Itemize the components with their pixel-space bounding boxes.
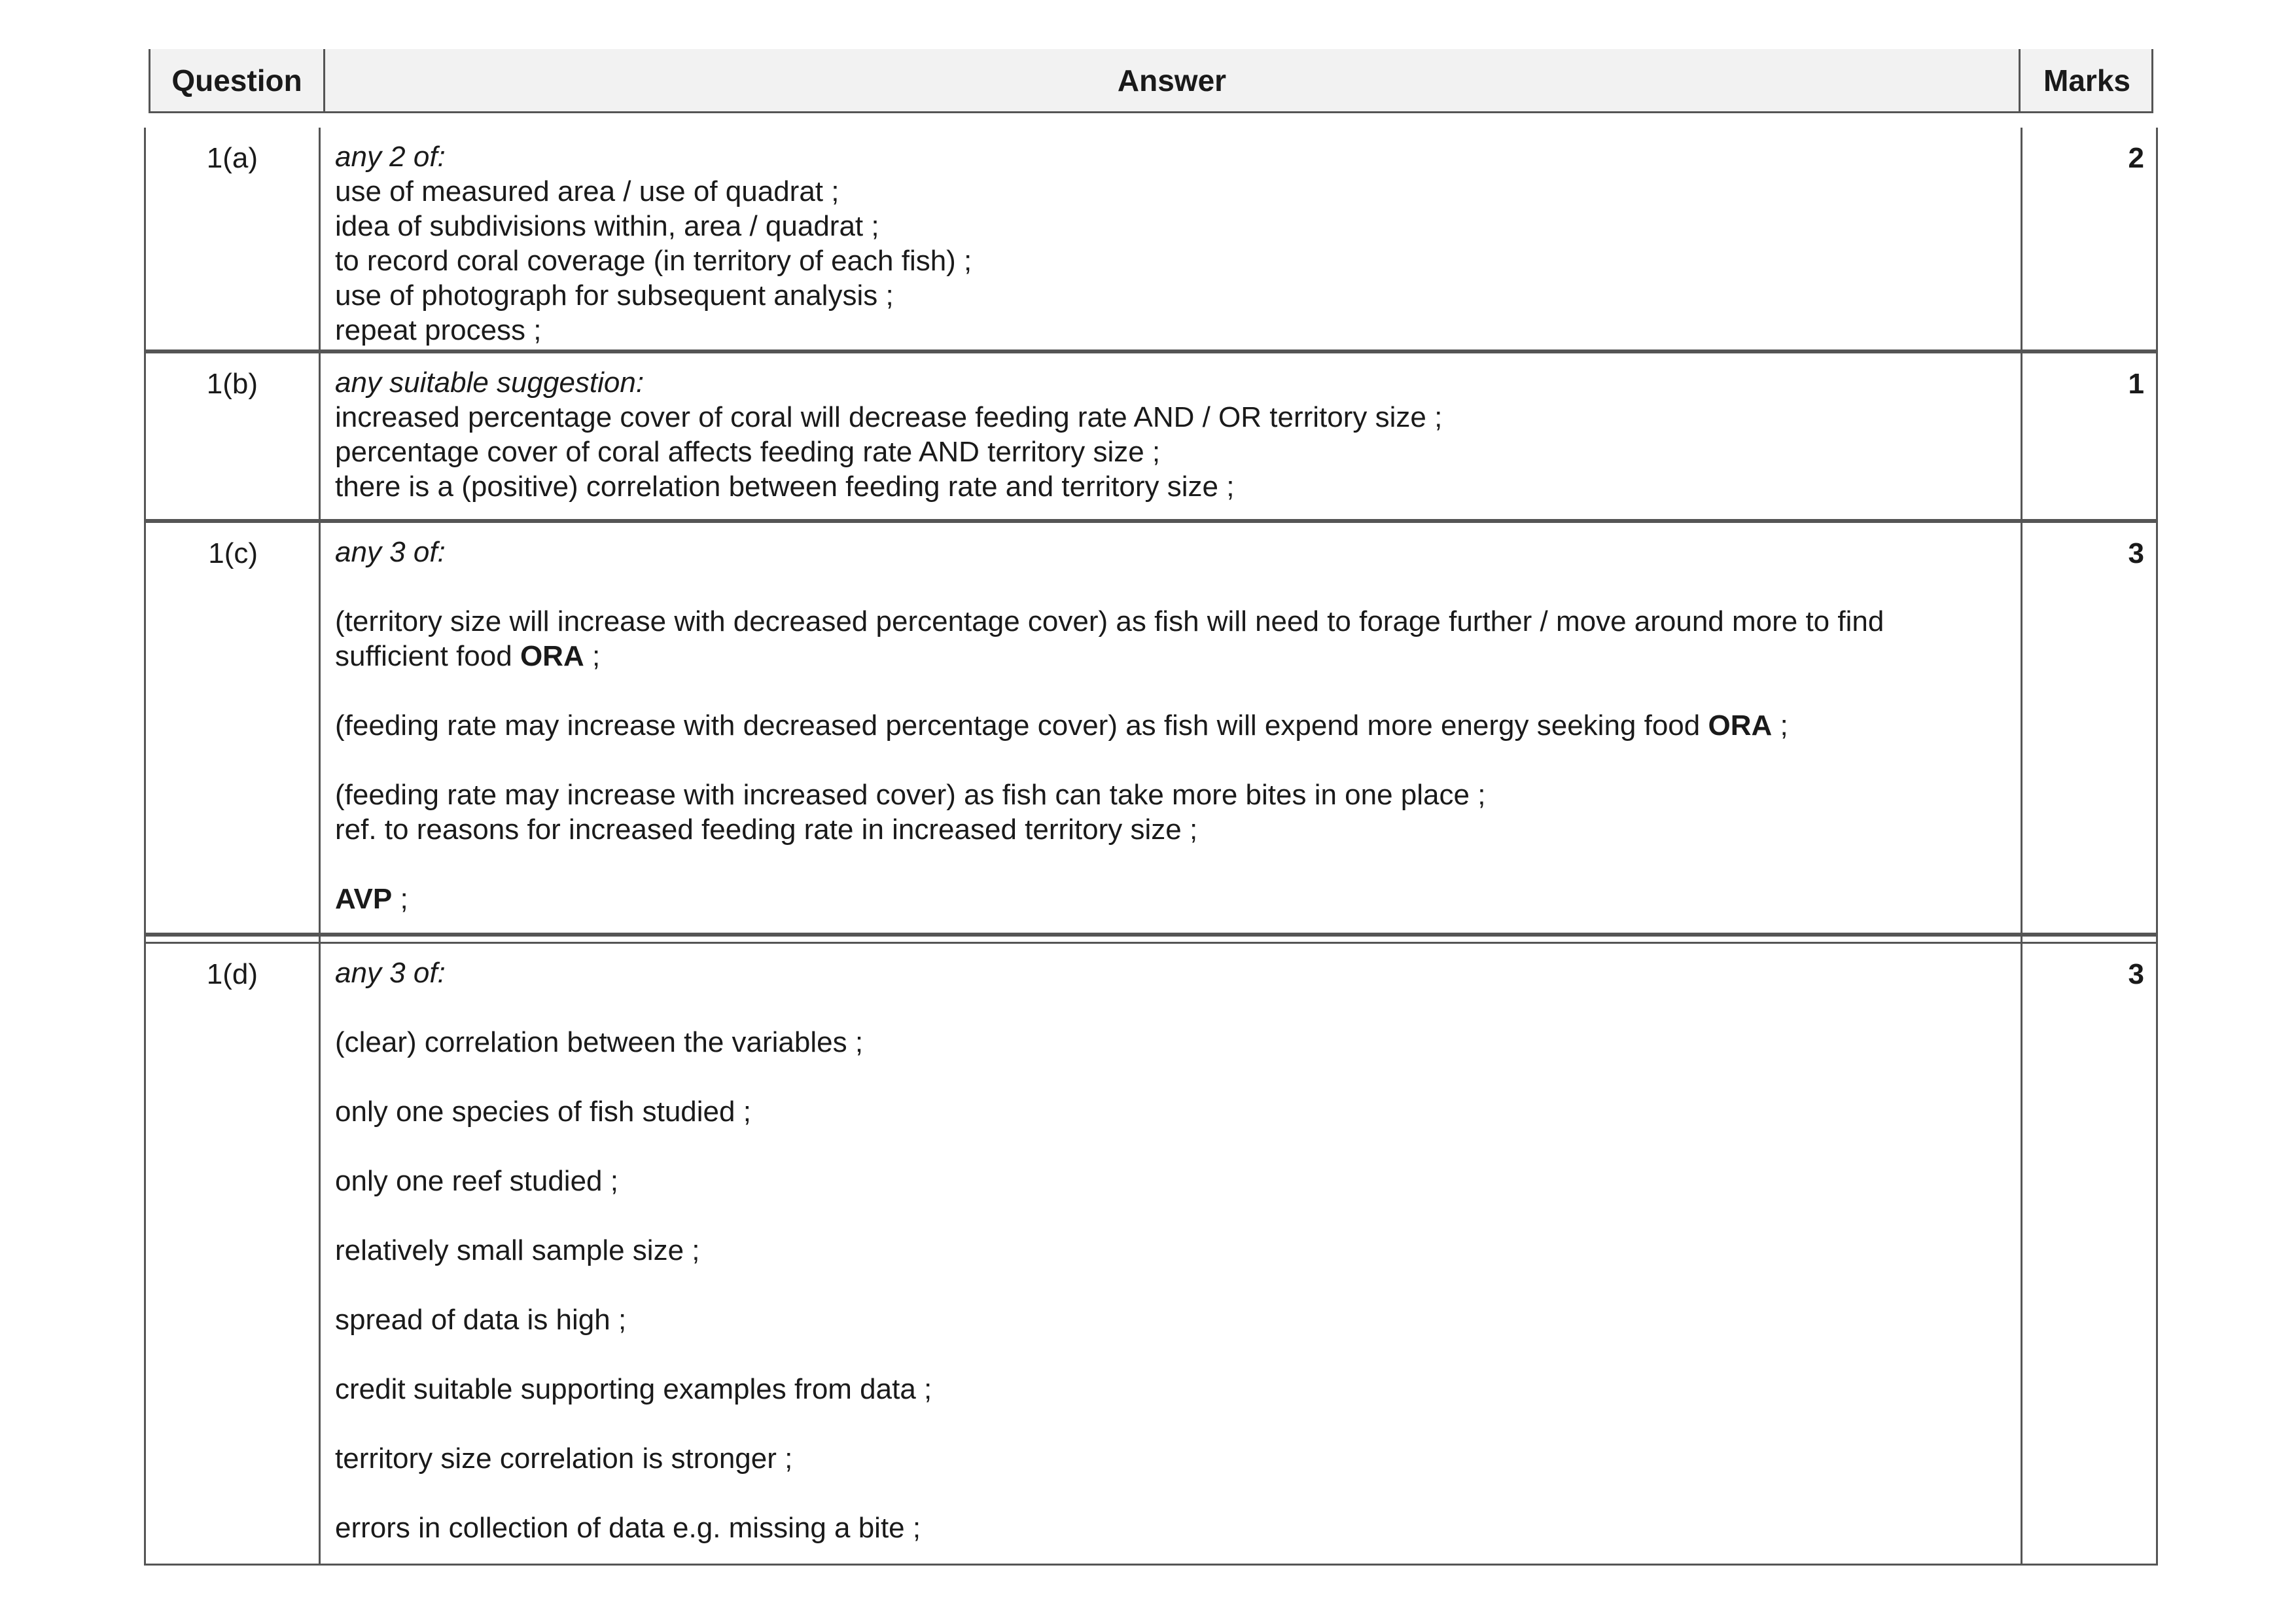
header-answer: Answer bbox=[323, 49, 2021, 111]
header-question: Question bbox=[171, 63, 302, 98]
answer-line: percentage cover of coral affects feeding rate AND territory size ; bbox=[335, 436, 1161, 468]
separator-rule bbox=[2021, 937, 2022, 942]
answer-line: (territory size will increase with decreased percentage cover) as fish will need to forage further / move around more to find bbox=[335, 605, 1884, 637]
answer-line: relatively small sample size ; bbox=[335, 1234, 700, 1266]
spacer bbox=[335, 1476, 932, 1511]
answer-line: (feeding rate may increase with increased cover) as fish can take more bites in one place ; bbox=[335, 779, 1486, 811]
marks-value: 3 bbox=[2128, 537, 2144, 569]
spacer bbox=[335, 569, 1884, 604]
answer-line: ref. to reasons for increased feeding rate in increased territory size ; bbox=[335, 814, 1198, 846]
header-marks: Marks bbox=[2043, 63, 2130, 98]
answer-line: increased percentage cover of coral will decrease feeding rate AND / OR territory size ; bbox=[335, 401, 1443, 433]
marks-cell bbox=[2022, 128, 2156, 349]
spacer bbox=[335, 1060, 932, 1094]
table-row-1a bbox=[144, 128, 2158, 351]
separator-rule bbox=[319, 937, 321, 942]
answer-text-part: ; bbox=[392, 883, 408, 915]
answer-text bbox=[335, 535, 1884, 916]
answer-intro: any suitable suggestion: bbox=[335, 367, 645, 399]
table-row-1b bbox=[144, 351, 2158, 521]
answer-line: (clear) correlation between the variables ; bbox=[335, 1026, 864, 1058]
answer-text bbox=[335, 365, 1442, 504]
answer-line: use of photograph for subsequent analysis ; bbox=[335, 279, 894, 312]
question-cell bbox=[146, 128, 321, 349]
ora-label: ORA bbox=[1708, 709, 1773, 742]
spacer bbox=[335, 743, 1884, 778]
marks-cell bbox=[2022, 944, 2156, 1564]
answer-line: credit suitable supporting examples from data ; bbox=[335, 1373, 932, 1405]
answer-line bbox=[335, 708, 1884, 743]
answer-intro: any 3 of: bbox=[335, 536, 446, 568]
question-cell bbox=[146, 523, 321, 933]
answer-cell bbox=[321, 944, 2022, 1564]
spacer bbox=[335, 1406, 932, 1441]
answer-intro: any 2 of: bbox=[335, 141, 446, 173]
answer-line: only one reef studied ; bbox=[335, 1165, 618, 1197]
marks-value: 2 bbox=[2128, 142, 2144, 174]
answer-text-part: ; bbox=[1772, 709, 1788, 742]
spacer bbox=[335, 990, 932, 1025]
table-row-1d bbox=[144, 944, 2158, 1566]
question-number: 1(b) bbox=[206, 368, 258, 400]
answer-text bbox=[335, 956, 932, 1545]
answer-line: only one species of fish studied ; bbox=[335, 1096, 751, 1128]
answer-line bbox=[335, 639, 1884, 673]
avp-label: AVP bbox=[335, 883, 393, 915]
spacer bbox=[335, 1129, 932, 1164]
question-cell bbox=[146, 944, 321, 1564]
answer-text-part: sufficient food bbox=[335, 640, 520, 672]
marks-cell bbox=[2022, 353, 2156, 519]
answer-line: there is a (positive) correlation between feeding rate and territory size ; bbox=[335, 471, 1235, 503]
question-number: 1(a) bbox=[206, 142, 258, 174]
answer-cell bbox=[321, 128, 2022, 349]
ora-label: ORA bbox=[520, 640, 584, 672]
table-separator bbox=[144, 935, 2158, 944]
answer-line: errors in collection of data e.g. missing a bite ; bbox=[335, 1512, 921, 1544]
answer-text-part: ; bbox=[584, 640, 601, 672]
table-header bbox=[149, 49, 2153, 113]
question-cell bbox=[146, 353, 321, 519]
answer-text bbox=[335, 139, 972, 348]
spacer bbox=[335, 673, 1884, 708]
table-row-1c bbox=[144, 521, 2158, 935]
answer-line: repeat process ; bbox=[335, 314, 542, 346]
answer-cell bbox=[321, 353, 2022, 519]
answer-line: territory size correlation is stronger ; bbox=[335, 1442, 793, 1475]
spacer bbox=[335, 847, 1884, 882]
answer-line: spread of data is high ; bbox=[335, 1304, 627, 1336]
marks-cell bbox=[2022, 523, 2156, 933]
answer-text-part: (feeding rate may increase with decreased percentage cover) as fish will expend more energy seeking food bbox=[335, 709, 1708, 742]
question-number: 1(d) bbox=[206, 958, 258, 990]
spacer bbox=[335, 1268, 932, 1302]
answer-line: to record coral coverage (in territory of each fish) ; bbox=[335, 245, 972, 277]
question-number: 1(c) bbox=[208, 537, 258, 569]
answer-intro: any 3 of: bbox=[335, 957, 446, 989]
answer-cell bbox=[321, 523, 2022, 933]
marks-value: 1 bbox=[2128, 368, 2144, 400]
marks-value: 3 bbox=[2128, 958, 2144, 990]
answer-line bbox=[335, 882, 1884, 916]
spacer bbox=[335, 1198, 932, 1233]
answer-line: use of measured area / use of quadrat ; bbox=[335, 175, 839, 207]
spacer bbox=[335, 1337, 932, 1372]
answer-line: idea of subdivisions within, area / quadrat ; bbox=[335, 210, 879, 242]
